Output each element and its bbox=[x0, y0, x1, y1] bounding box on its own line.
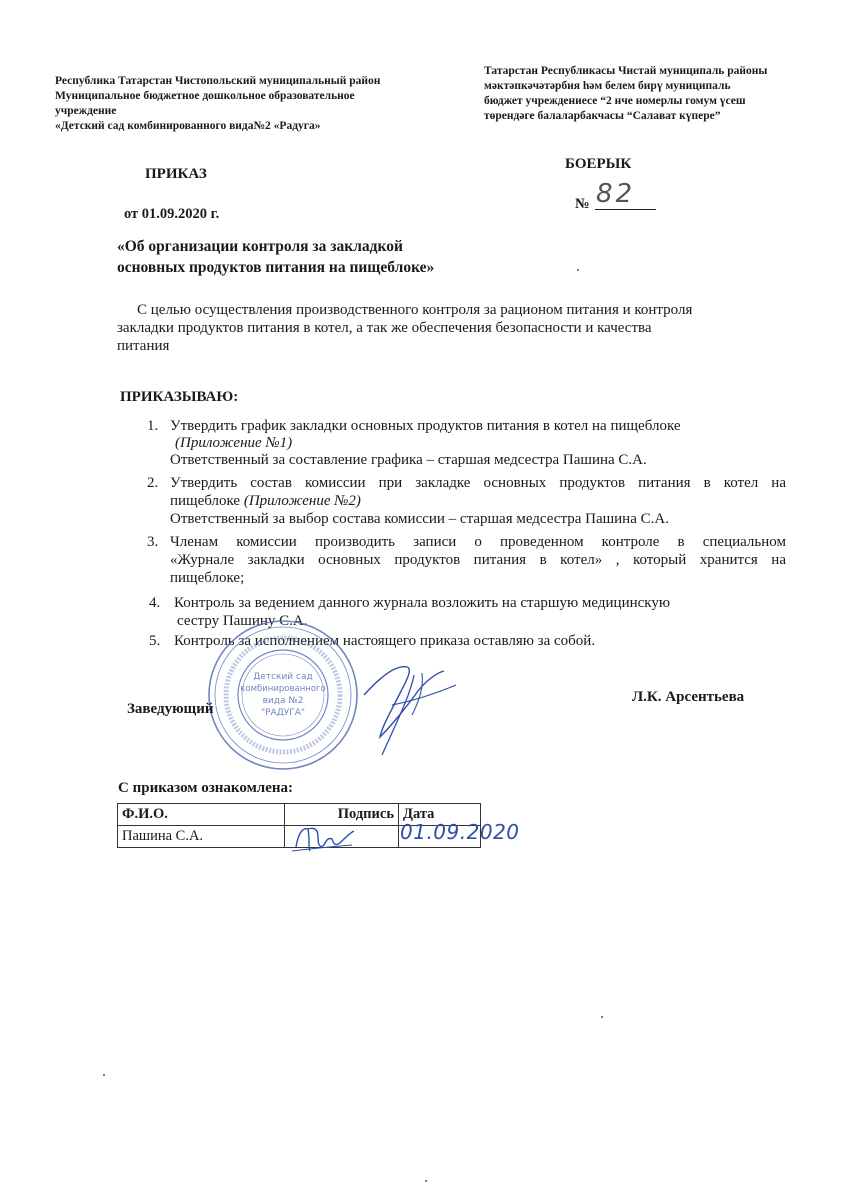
order-title-tt: БОЕРЫК bbox=[565, 156, 632, 172]
list-item-line: Членам комиссии производить записи о проведенном контроле в специальном bbox=[170, 534, 786, 550]
scan-speck bbox=[103, 1074, 105, 1076]
list-item-responsible: Ответственный за выбор состава комиссии – старшая медсестра Пашина С.А. bbox=[170, 511, 669, 527]
preamble-line3: питания bbox=[117, 338, 170, 354]
header-ru-line2: Муниципальное бюджетное дошкольное образовательное bbox=[55, 90, 355, 102]
header-tt-line3: бюджет учреждениесе “2 нче номерлы гомум үсеш bbox=[484, 95, 746, 107]
scan-speck bbox=[577, 269, 579, 271]
list-item-line: Контроль за исполнением настоящего приказа оставляю за собой. bbox=[174, 633, 596, 649]
order-number-label: № bbox=[575, 196, 590, 212]
list-item-number: 3. bbox=[147, 534, 159, 550]
header-ru-line3: учреждение bbox=[55, 105, 117, 117]
list-item-line: «Журнале закладки основных продуктов питания в котел» , который хранится на bbox=[170, 552, 786, 568]
acknowledgement-label: С приказом ознакомлена: bbox=[118, 780, 294, 796]
list-item bbox=[147, 417, 787, 473]
list-item-number: 4. bbox=[149, 595, 161, 611]
table-signature bbox=[288, 817, 358, 857]
header-tt-line1: Татарстан Республикасы Чистай муниципаль районы bbox=[484, 65, 768, 77]
preamble-line2: закладки продуктов питания в котел, а так же обеспечения безопасности и качества bbox=[117, 320, 652, 336]
stamp-line1: Детский сад bbox=[253, 672, 313, 682]
list-item-line: Утвердить график закладки основных продуктов питания в котел на пищеблоке bbox=[170, 418, 681, 434]
header-tt-line4: төрендәге балаларбакчасы “Салават күпере” bbox=[484, 110, 721, 122]
order-number-value: 82 bbox=[596, 179, 636, 209]
signature-position: Заведующий bbox=[127, 701, 214, 717]
column-header-date: Дата bbox=[399, 804, 481, 826]
stamp-seal bbox=[203, 615, 363, 775]
order-word: ПРИКАЗЫВАЮ: bbox=[120, 389, 239, 405]
stamp-line3: вида №2 bbox=[262, 696, 304, 706]
list-item-text: пищеблоке bbox=[170, 493, 244, 509]
scan-speck bbox=[425, 1180, 427, 1182]
cell-name: Пашина С.А. bbox=[118, 826, 285, 848]
order-date: от 01.09.2020 г. bbox=[124, 206, 220, 222]
order-number-underline bbox=[595, 209, 656, 210]
stamp-line4: "РАДУГА" bbox=[260, 708, 306, 718]
header-ru-line4: «Детский сад комбинированного вида№2 «Радуга» bbox=[55, 120, 321, 132]
order-number-handwritten bbox=[596, 179, 635, 209]
list-item-annex: (Приложение №2) bbox=[243, 493, 361, 509]
subject-line1: «Об организации контроля за закладкой bbox=[117, 238, 403, 255]
list-item-annex: (Приложение №1) bbox=[175, 435, 293, 451]
list-item-number: 2. bbox=[147, 475, 159, 491]
header-tt-line2: мәктәпкәчәтәрбия һәм белем бирү муниципаль bbox=[484, 80, 731, 92]
list-item-line2 bbox=[170, 492, 361, 510]
table-date-handwritten: 01.09.2020 bbox=[400, 820, 520, 844]
preamble-line1: С целью осуществления производственного контроля за рационом питания и контроля bbox=[137, 302, 693, 318]
list-item-responsible: Ответственный за составление графика – старшая медсестра Пашина С.А. bbox=[170, 452, 647, 468]
column-header-signature: Подпись bbox=[285, 804, 399, 826]
list-item-line: Контроль за ведением данного журнала возложить на старшую медицинскую bbox=[174, 595, 671, 611]
handwritten-signature bbox=[352, 655, 472, 765]
list-item-number: 5. bbox=[149, 633, 161, 649]
list-item-line: пищеблоке; bbox=[170, 570, 245, 586]
signature-name: Л.К. Арсентьева bbox=[632, 689, 745, 705]
subject bbox=[117, 236, 434, 278]
list-item bbox=[147, 533, 787, 589]
list-item-line: Утвердить состав комиссии при закладке основных продуктов питания в котел на bbox=[170, 475, 786, 491]
list-item-line: сестру Пашину С.А. bbox=[177, 613, 308, 629]
list-item-number: 1. bbox=[147, 418, 159, 434]
column-header-name: Ф.И.О. bbox=[118, 804, 285, 826]
header-tt bbox=[484, 64, 767, 124]
subject-line2: основных продуктов питания на пищеблоке» bbox=[117, 259, 435, 276]
header-ru bbox=[55, 74, 380, 134]
order-title-ru: ПРИКАЗ bbox=[145, 166, 207, 182]
stamp-line2: комбинированного bbox=[240, 684, 326, 694]
preamble bbox=[117, 301, 771, 355]
list-item bbox=[147, 474, 787, 530]
header-ru-line1: Республика Татарстан Чистопольский муниципальный район bbox=[55, 75, 381, 87]
scan-speck bbox=[601, 1016, 603, 1018]
